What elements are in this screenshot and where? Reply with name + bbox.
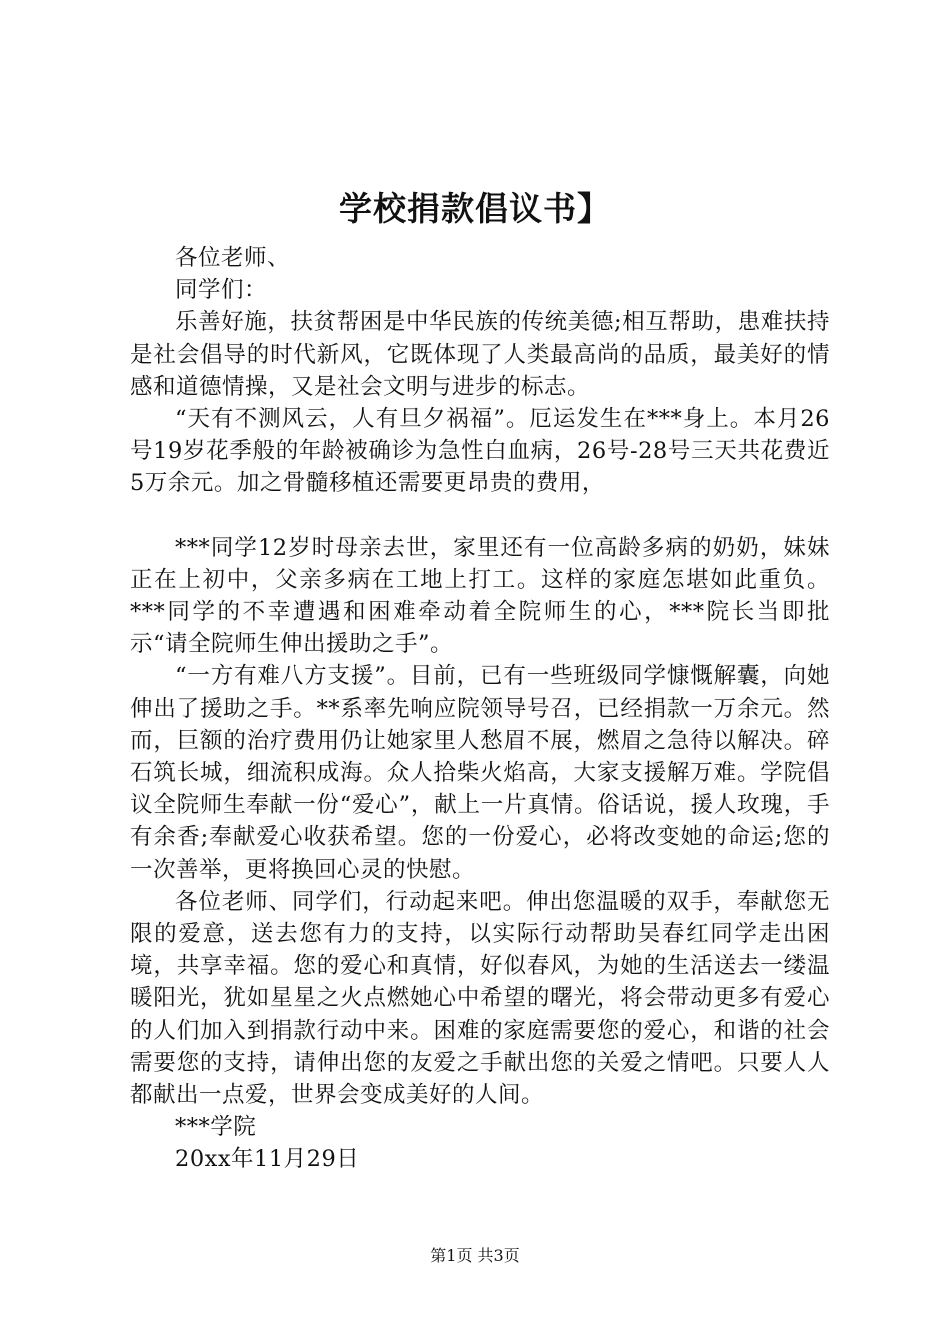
paragraph-gap (130, 500, 830, 532)
paragraph-intro: 乐善好施，扶贫帮困是中华民族的传统美德;相互帮助，患难扶持是社会倡导的时代新风，它既体现了人类最高尚的品质，最美好的情感和道德情操，又是社会文明与进步的标志。 (130, 309, 830, 400)
signature: ***学院 (175, 1114, 257, 1141)
paragraph-support: “一方有难八方支援”。目前，已有一些班级同学慷慨解囊，向她伸出了援助之手。**系率先响应院领导号召，已经捐款一万余元。然而，巨额的治疗费用仍让她家里人愁眉不展，燃眉之急待以解决。碎石筑长城，细流积成海。众人拾柴火焰高，大家支援解万难。学院倡议全院师生奉献一份“爱心”，献上一片真情。俗话说，援人玫瑰，手有余香;奉献爱心收获希望。您的一份爱心，必将改变她的命运;您的一次善举，更将换回心灵的快慰。 (130, 663, 830, 883)
salutation-students: 同学们： (175, 277, 268, 304)
salutation-teachers: 各位老师、 (175, 245, 291, 271)
page-footer: 第1页 共3页 (430, 1246, 520, 1265)
document-body (130, 242, 830, 1176)
paragraph-family: ***同学12岁时母亲去世，家里还有一位高龄多病的奶奶，妹妹正在上初中，父亲多病在工地上打工。这样的家庭怎堪如此重负。***同学的不幸遭遇和困难牵动着全院师生的心，***院长当即批示“请全院师生伸出援助之手”。 (130, 534, 830, 658)
paragraph-illness: “天有不测风云，人有旦夕祸福”。厄运发生在***身上。本月26号19岁花季般的年龄被确诊为急性白血病，26号-28号三天共花费近5万余元。加之骨髓移植还需要更昂贵的费用， (130, 406, 830, 497)
paragraph-appeal: 各位老师、同学们，行动起来吧。伸出您温暖的双手，奉献您无限的爱意，送去您有力的支持，以实际行动帮助吴春红同学走出困境，共享幸福。您的爱心和真情，好似春风，为她的生活送去一缕温暖阳光，犹如星星之火点燃她心中希望的曙光，将会带动更多有爱心的人们加入到捐款行动中来。困难的家庭需要您的爱心，和谐的社会需要您的支持，请伸出您的友爱之手献出您的关爱之情吧。只要人人都献出一点爱，世界会变成美好的人间。 (130, 888, 830, 1109)
document-title: 学校捐款倡议书】 (339, 189, 611, 228)
document-date: 20xx年11月29日 (175, 1146, 360, 1173)
